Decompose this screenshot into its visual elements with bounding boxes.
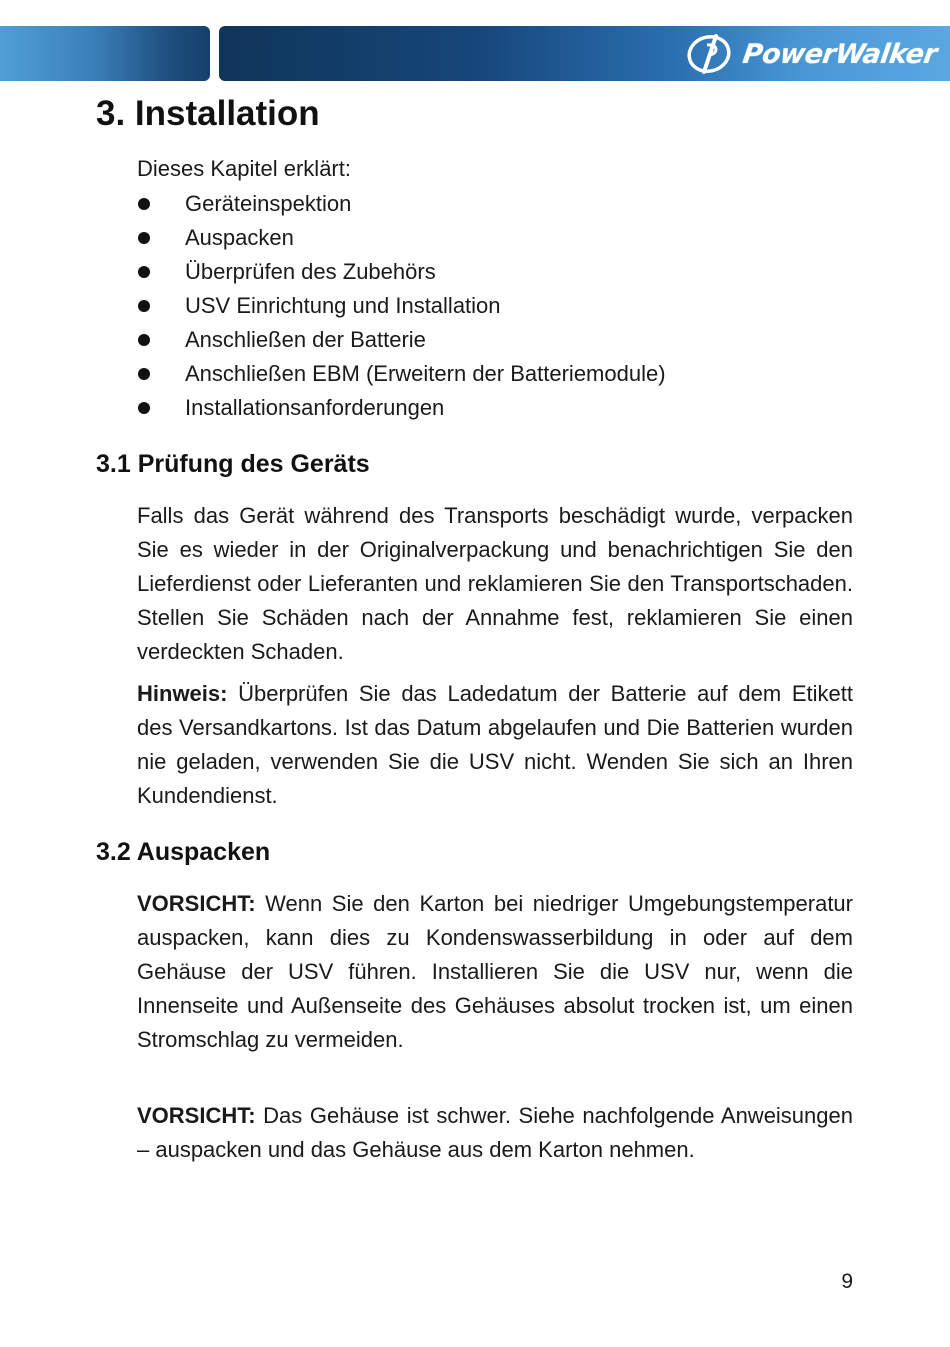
list-item: Installationsanforderungen — [137, 391, 666, 425]
caution-text: Das Gehäuse ist schwer. Siehe nachfolgende Anweisungen – auspacken und das Gehäuse aus dem Karton nehmen. — [137, 1103, 853, 1162]
caution-paragraph-2 — [137, 1099, 853, 1167]
inspection-note — [137, 677, 853, 813]
caution-paragraph-1 — [137, 887, 853, 1057]
caution-label: VORSICHT: — [137, 1103, 256, 1128]
list-item: USV Einrichtung und Installation — [137, 289, 666, 323]
bullet-icon — [138, 266, 150, 278]
header-banner — [0, 26, 950, 81]
page-title: 3. Installation — [96, 94, 320, 133]
list-item: Anschließen der Batterie — [137, 323, 666, 357]
power-symbol-icon — [685, 32, 737, 76]
bullet-icon — [138, 368, 150, 380]
bullet-icon — [138, 402, 150, 414]
list-item: Überprüfen des Zubehörs — [137, 255, 666, 289]
brand-name: PowerWalker — [740, 38, 939, 70]
note-text: Überprüfen Sie das Ladedatum der Batterie auf dem Etikett des Versandkartons. Ist das Datum abgelaufen und Die Batterien wurden nie geladen, verwenden Sie die USV nicht. Wenden Sie sich an Ihren Kundendienst. — [137, 681, 853, 808]
banner-left-block — [0, 26, 210, 81]
list-item: Anschließen EBM (Erweitern der Batteriemodule) — [137, 357, 666, 391]
section-heading-inspection: 3.1 Prüfung des Geräts — [96, 450, 370, 478]
bullet-icon — [138, 300, 150, 312]
caution-text: Wenn Sie den Karton bei niedriger Umgebungstemperatur auspacken, kann dies zu Kondenswasserbildung in oder auf dem Gehäuse der USV führen. Installieren Sie die USV nur, wenn die Innenseite und Außenseite des Gehäuses absolut trocken ist, um einen Stromschlag zu vermeiden. — [137, 891, 853, 1052]
chapter-intro: Dieses Kapitel erklärt: — [137, 156, 351, 181]
note-label: Hinweis: — [137, 681, 228, 706]
section-heading-unpacking: 3.2 Auspacken — [96, 838, 271, 866]
chapter-topics-list — [137, 187, 666, 425]
page-number: 9 — [841, 1270, 853, 1293]
bullet-icon — [138, 334, 150, 346]
banner-right-block — [219, 26, 950, 81]
list-item: Geräteinspektion — [137, 187, 666, 221]
bullet-icon — [138, 198, 150, 210]
inspection-paragraph: Falls das Gerät während des Transports beschädigt wurde, verpacken Sie es wieder in der Originalverpackung und benachrichtigen Sie den Lieferdienst oder Lieferanten und reklamieren Sie den Transportschaden. Stellen Sie Schäden nach der Annahme fest, reklamieren Sie einen verdeckten Schaden. — [137, 503, 853, 664]
caution-label: VORSICHT: — [137, 891, 256, 916]
brand-logo — [685, 32, 939, 76]
list-item: Auspacken — [137, 221, 666, 255]
bullet-icon — [138, 232, 150, 244]
